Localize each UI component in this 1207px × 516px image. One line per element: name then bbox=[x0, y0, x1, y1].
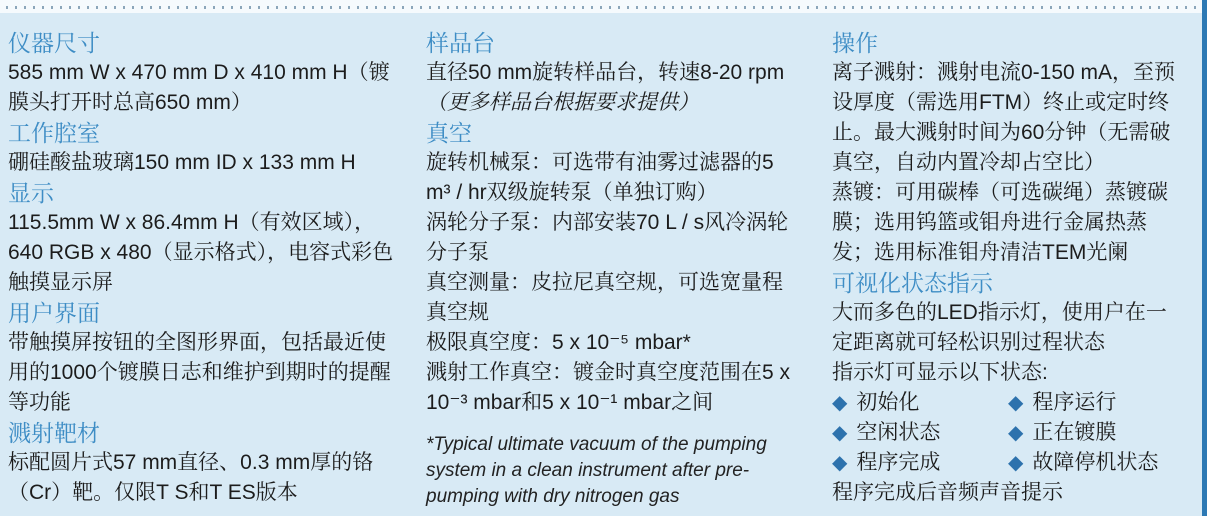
right-edge-accent-bar bbox=[1202, 0, 1207, 516]
audio-alert-text: 程序完成后音频声音提示 bbox=[832, 481, 1063, 504]
heading-display: 显示 bbox=[8, 180, 54, 206]
instrument-dimensions-text: 585 mm W x 470 mm D x 410 mm H（镀膜头打开时总高650 mm） bbox=[8, 61, 390, 114]
column-instrument bbox=[8, 28, 394, 510]
status-label: 正在镀膜 bbox=[1032, 421, 1117, 444]
status-list-intro: 指示灯可显示以下状态: bbox=[832, 361, 1048, 384]
sample-stage-text bbox=[426, 58, 800, 118]
status-initializing bbox=[832, 388, 1008, 418]
status-label: 空闲状态 bbox=[856, 421, 941, 444]
status-diamond-icon: ◆ bbox=[1008, 452, 1024, 474]
dotted-rule bbox=[6, 6, 1197, 9]
led-indicator-text: 大而多色的LED指示灯，使用户在一定距离就可轻松识别过程状态 bbox=[832, 301, 1167, 354]
work-chamber-text: 硼硅酸盐玻璃150 mm ID x 133 mm H bbox=[8, 151, 356, 174]
status-diamond-icon: ◆ bbox=[1008, 422, 1024, 444]
heading-vacuum: 真空 bbox=[426, 120, 472, 146]
heading-operation: 操作 bbox=[832, 30, 878, 56]
status-label: 初始化 bbox=[856, 391, 920, 414]
status-idle bbox=[832, 418, 1008, 448]
column-stage-vacuum bbox=[426, 28, 800, 510]
heading-visual-status: 可视化状态指示 bbox=[832, 270, 993, 296]
display-text: 115.5mm W x 86.4mm H（有效区域），640 RGB x 480（显示格式），电容式彩色触摸显示屏 bbox=[8, 211, 394, 294]
evaporation-text: 蒸镀：可用碳棒（可选碳绳）蒸镀碳膜；选用钨篮或钼舟进行金属热蒸发；选用标准钼舟清洁TEM光阑 bbox=[832, 181, 1168, 264]
rotary-pump-text: 旋转机械泵：可选带有油雾过滤器的5 m³ / hr双级旋转泵（单独订购） bbox=[426, 151, 774, 204]
status-diamond-icon: ◆ bbox=[832, 422, 848, 444]
ion-sputter-text: 离子溅射：溅射电流0-150 mA，至预设厚度（需选用FTM）终止或定时终止。最大溅射时间为60分钟（无需破真空，自动内置冷却占空比） bbox=[832, 61, 1176, 174]
turbo-pump-text: 涡轮分子泵：内部安装70 L / s风冷涡轮分子泵 bbox=[426, 211, 789, 264]
status-label: 故障停机状态 bbox=[1032, 451, 1159, 474]
heading-sample-stage: 样品台 bbox=[426, 30, 495, 56]
status-row bbox=[832, 388, 1180, 418]
status-coating bbox=[1008, 418, 1180, 448]
column-operation-status bbox=[832, 28, 1180, 510]
sample-stage-text-normal: 直径50 mm旋转样品台，转速8-20 rpm bbox=[426, 61, 785, 84]
heading-user-interface: 用户界面 bbox=[8, 300, 100, 326]
status-fault-shutdown bbox=[1008, 448, 1180, 478]
status-row bbox=[832, 418, 1180, 448]
sputter-working-vacuum-text: 溅射工作真空：镀金时真空度范围在5 x 10⁻³ mbar和5 x 10⁻¹ mbar之间 bbox=[426, 361, 791, 414]
status-label: 程序完成 bbox=[856, 451, 941, 474]
vacuum-footnote: *Typical ultimate vacuum of the pumping system in a clean instrument after pre-pumping with dry nitrogen gas bbox=[426, 434, 767, 507]
status-label: 程序运行 bbox=[1032, 391, 1117, 414]
sputter-target-text: 标配圆片式57 mm直径、0.3 mm厚的铬（Cr）靶。仅限T S和T ES版本 bbox=[8, 451, 374, 504]
vacuum-measurement-text: 真空测量：皮拉尼真空规，可选宽量程真空规 bbox=[426, 271, 783, 324]
spec-columns bbox=[0, 13, 1202, 516]
heading-sputter-target: 溅射靶材 bbox=[8, 420, 100, 446]
ultimate-vacuum-text: 极限真空度：5 x 10⁻⁵ mbar* bbox=[426, 331, 691, 354]
heading-work-chamber: 工作腔室 bbox=[8, 120, 100, 146]
heading-instrument-dimensions: 仪器尺寸 bbox=[8, 30, 100, 56]
top-margin-band bbox=[0, 0, 1207, 13]
status-program-complete bbox=[832, 448, 1008, 478]
status-diamond-icon: ◆ bbox=[832, 392, 848, 414]
status-diamond-icon: ◆ bbox=[1008, 392, 1024, 414]
sample-stage-text-italic: （更多样品台根据要求提供） bbox=[426, 91, 699, 114]
user-interface-text: 带触摸屏按钮的全图形界面，包括最近使用的1000个镀膜日志和维护到期时的提醒等功能 bbox=[8, 331, 391, 414]
status-diamond-icon: ◆ bbox=[832, 452, 848, 474]
status-program-running bbox=[1008, 388, 1180, 418]
status-row bbox=[832, 448, 1180, 478]
